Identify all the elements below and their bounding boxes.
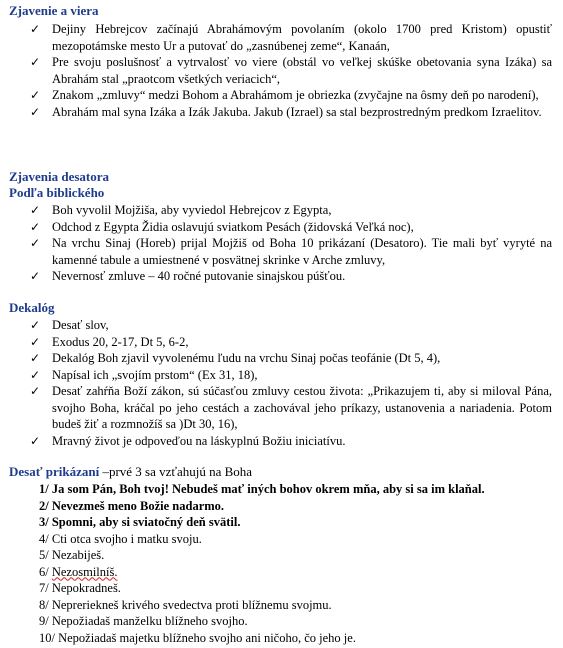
check-mark-icon: ✓ bbox=[30, 203, 41, 217]
list-item: ✓ Nevernosť zmluve – 40 ročné putovanie sinajskou púšťou. bbox=[30, 269, 346, 283]
section1-list bbox=[30, 21, 552, 120]
check-mark-icon: ✓ bbox=[30, 334, 41, 349]
commandment-item: 4/ Cti otca svojho i matku svoju. bbox=[39, 531, 202, 546]
list-item: ✓ Dejiny Hebrejcov začínajú Abrahámovým povolaním (okolo 1700 pred Kristom) opustiť mezopotámske mesto Ur a putovať do „zasnúbenej zeme“, Kanaán, bbox=[30, 22, 552, 53]
check-mark-icon: ✓ bbox=[30, 104, 41, 119]
check-mark-icon: ✓ bbox=[30, 318, 41, 332]
check-mark-icon: ✓ bbox=[30, 219, 41, 234]
commandments-list bbox=[39, 481, 559, 646]
commandment-item: 10/ Nepožiadaš majetku blížneho svojho ani ničoho, čo jeho je. bbox=[39, 630, 356, 645]
check-mark-icon: ✓ bbox=[30, 236, 41, 250]
section-heading-desat-prikazani: Desať prikázaní –prvé 3 sa vzťahujú na Boha bbox=[9, 464, 253, 479]
spellcheck-flagged-word: Nezosmilníš. bbox=[51, 564, 118, 579]
list-item: ✓ Dekalóg Boh zjavil vyvolenému ľudu na vrchu Sinaj počas teofánie (Dt 5, 4), bbox=[30, 351, 441, 365]
commandment-item: 1/ Ja som Pán, Boh tvoj! Nebudeš mať iných bohov okrem mňa, aby si sa im klaňal. bbox=[39, 482, 485, 496]
check-mark-icon: ✓ bbox=[30, 269, 41, 283]
commandment-item: 8/ Nepreriekneš krivého svedectva proti blížnemu svojmu. bbox=[39, 597, 332, 612]
check-mark-icon: ✓ bbox=[30, 22, 41, 36]
list-item: ✓ Napísal ich „svojím prstom“ (Ex 31, 18), bbox=[30, 367, 258, 382]
commandment-item: 2/ Nevezmeš meno Božie nadarmo. bbox=[39, 498, 225, 513]
section3-list bbox=[30, 317, 552, 449]
list-item: ✓ Exodus 20, 2-17, Dt 5, 6-2, bbox=[30, 334, 189, 349]
commandment-item: 7/ Nepokradneš. bbox=[39, 581, 121, 595]
list-item: ✓ Odchod z Egypta Židia oslavujú sviatkom Pesách (židovská Veľká noc), bbox=[30, 219, 414, 234]
list-item: ✓ Desať zahŕňa Boží zákon, sú súčasťou zmluvy cestou života: „Prikazujem ti, aby si miloval Pána, svojho Boha, kráčal po jeho cestách a zachovával jeho príkazy, ustanovenia a nariadenia. Potom budeš žiť a rozmnožíš sa )Dt 30, 16), bbox=[30, 384, 552, 431]
heading-note: –prvé 3 sa vzťahujú na Boha bbox=[99, 464, 253, 479]
check-mark-icon: ✓ bbox=[30, 351, 41, 365]
check-mark-icon: ✓ bbox=[30, 384, 41, 398]
commandment-item: 9/ Nepožiadaš manželku blížneho svojho. bbox=[39, 614, 248, 628]
section-heading-dekalog: Dekalóg bbox=[9, 300, 55, 315]
check-mark-icon: ✓ bbox=[30, 367, 41, 382]
check-mark-icon: ✓ bbox=[30, 55, 41, 69]
list-item: ✓ Desať slov, bbox=[30, 318, 109, 332]
commandment-item: 3/ Spomni, aby si sviatočný deň svätil. bbox=[39, 515, 241, 529]
section-heading-zjavenia-desatora: Zjavenia desatora bbox=[9, 169, 110, 184]
section-heading-zjavenie-a-viera: Zjavenie a viera bbox=[9, 3, 99, 18]
section-subheading-podla-biblickeho: Podľa biblického bbox=[9, 185, 105, 200]
list-item: ✓ Mravný život je odpoveďou na láskyplnú Božiu iniciatívu. bbox=[30, 433, 346, 448]
check-mark-icon: ✓ bbox=[30, 88, 41, 102]
list-item: ✓ Boh vyvolil Mojžiša, aby vyviedol Hebrejcov z Egypta, bbox=[30, 203, 332, 217]
commandment-item: 6/ Nezosmilníš. bbox=[39, 564, 118, 579]
commandment-item: 5/ Nezabiješ. bbox=[39, 548, 105, 562]
list-item: ✓ Znakom „zmluvy“ medzi Bohom a Abrahámom je obriezka (zvyčajne na ôsmy deň po narodení), bbox=[30, 88, 539, 102]
list-item: ✓ Pre svoju poslušnosť a vytrvalosť vo viere (obstál vo veľkej skúške obetovania syna Izáka) sa Abrahám stal „praotcom všetkých veriacich“, bbox=[30, 55, 552, 86]
section2-list bbox=[30, 202, 552, 285]
list-item: ✓ Na vrchu Sinaj (Horeb) prijal Mojžiš od Boha 10 prikázaní (Desatoro). Tie mali byť vyryté na kamenné tabule a umiestnené v posvätnej skrinke v Arche zmluvy, bbox=[30, 236, 552, 267]
check-mark-icon: ✓ bbox=[30, 433, 41, 448]
list-item: ✓ Abrahám mal syna Izáka a Izák Jakuba. Jakub (Izrael) sa stal bezprostredným predkom Izraelitov. bbox=[30, 104, 542, 119]
